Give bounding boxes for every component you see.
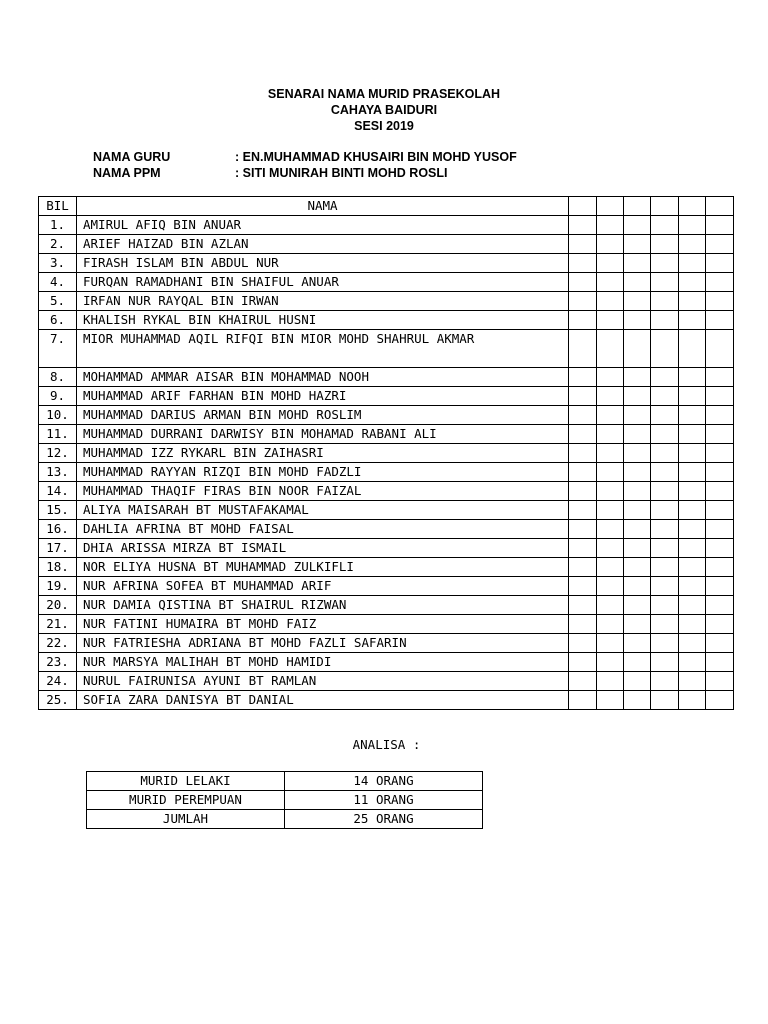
blank-cell: [651, 539, 679, 558]
blank-cell: [679, 368, 706, 387]
header-blank: [651, 197, 679, 216]
blank-cell: [706, 444, 734, 463]
table-row: [39, 539, 734, 558]
blank-cell: [651, 672, 679, 691]
blank-cell: [597, 406, 624, 425]
table-row: [39, 520, 734, 539]
blank-cell: [679, 482, 706, 501]
blank-cell: [624, 634, 651, 653]
blank-cell: [679, 463, 706, 482]
student-name: MUHAMMAD DURRANI DARWISY BIN MOHAMAD RABANI ALI: [77, 425, 569, 444]
blank-cell: [597, 235, 624, 254]
blank-cell: [597, 330, 624, 368]
blank-cell: [679, 406, 706, 425]
blank-cell: [706, 577, 734, 596]
blank-cell: [569, 273, 597, 292]
row-number: 1.: [39, 216, 77, 235]
student-name: NUR MARSYA MALIHAH BT MOHD HAMIDI: [77, 653, 569, 672]
blank-cell: [651, 406, 679, 425]
row-number: 3.: [39, 254, 77, 273]
blank-cell: [651, 254, 679, 273]
blank-cell: [706, 387, 734, 406]
analisa-row: [87, 791, 483, 810]
header-blank: [624, 197, 651, 216]
blank-cell: [569, 634, 597, 653]
row-number: 14.: [39, 482, 77, 501]
row-number: 13.: [39, 463, 77, 482]
table-row: [39, 577, 734, 596]
blank-cell: [679, 634, 706, 653]
table-row: [39, 596, 734, 615]
blank-cell: [679, 235, 706, 254]
analisa-value: 11 ORANG: [285, 791, 483, 810]
row-number: 18.: [39, 558, 77, 577]
blank-cell: [624, 311, 651, 330]
analisa-label: MURID PEREMPUAN: [87, 791, 285, 810]
row-number: 16.: [39, 520, 77, 539]
blank-cell: [706, 463, 734, 482]
student-name: SOFIA ZARA DANISYA BT DANIAL: [77, 691, 569, 710]
blank-cell: [624, 577, 651, 596]
row-number: 21.: [39, 615, 77, 634]
blank-cell: [624, 691, 651, 710]
blank-cell: [597, 596, 624, 615]
blank-cell: [569, 425, 597, 444]
blank-cell: [569, 235, 597, 254]
blank-cell: [651, 463, 679, 482]
blank-cell: [624, 501, 651, 520]
blank-cell: [624, 368, 651, 387]
blank-cell: [569, 444, 597, 463]
blank-cell: [651, 691, 679, 710]
row-number: 17.: [39, 539, 77, 558]
blank-cell: [569, 615, 597, 634]
row-number: 12.: [39, 444, 77, 463]
row-number: 15.: [39, 501, 77, 520]
blank-cell: [706, 311, 734, 330]
table-row: [39, 482, 734, 501]
blank-cell: [624, 672, 651, 691]
blank-cell: [597, 634, 624, 653]
blank-cell: [679, 387, 706, 406]
blank-cell: [679, 672, 706, 691]
student-name: NURUL FAIRUNISA AYUNI BT RAMLAN: [77, 672, 569, 691]
row-number: 8.: [39, 368, 77, 387]
table-row: [39, 634, 734, 653]
blank-cell: [597, 501, 624, 520]
table-row: [39, 672, 734, 691]
table-row: [39, 235, 734, 254]
student-name: IRFAN NUR RAYQAL BIN IRWAN: [77, 292, 569, 311]
header-blank: [597, 197, 624, 216]
row-number: 2.: [39, 235, 77, 254]
analisa-table: [86, 771, 483, 829]
student-name: NUR FATRIESHA ADRIANA BT MOHD FAZLI SAFARIN: [77, 634, 569, 653]
row-number: 23.: [39, 653, 77, 672]
blank-cell: [706, 691, 734, 710]
analisa-row: [87, 772, 483, 791]
student-name: NOR ELIYA HUSNA BT MUHAMMAD ZULKIFLI: [77, 558, 569, 577]
guru-value: : EN.MUHAMMAD KHUSAIRI BIN MOHD YUSOF: [235, 150, 517, 164]
analisa-row: [87, 810, 483, 829]
blank-cell: [597, 311, 624, 330]
row-number: 22.: [39, 634, 77, 653]
blank-cell: [569, 691, 597, 710]
blank-cell: [569, 406, 597, 425]
blank-cell: [569, 482, 597, 501]
blank-cell: [624, 330, 651, 368]
title-line-3: SESI 2019: [354, 119, 414, 133]
header-blank: [679, 197, 706, 216]
blank-cell: [569, 577, 597, 596]
student-name: MUHAMMAD RAYYAN RIZQI BIN MOHD FADZLI: [77, 463, 569, 482]
row-number: 6.: [39, 311, 77, 330]
blank-cell: [569, 520, 597, 539]
row-number: 20.: [39, 596, 77, 615]
blank-cell: [651, 577, 679, 596]
blank-cell: [569, 596, 597, 615]
blank-cell: [597, 558, 624, 577]
blank-cell: [624, 558, 651, 577]
guru-label: NAMA GURU: [93, 150, 171, 164]
student-name: MUHAMMAD THAQIF FIRAS BIN NOOR FAIZAL: [77, 482, 569, 501]
blank-cell: [624, 254, 651, 273]
ppm-value: : SITI MUNIRAH BINTI MOHD ROSLI: [235, 166, 448, 180]
blank-cell: [706, 292, 734, 311]
blank-cell: [624, 273, 651, 292]
blank-cell: [679, 292, 706, 311]
blank-cell: [624, 615, 651, 634]
blank-cell: [651, 444, 679, 463]
analisa-value: 14 ORANG: [285, 772, 483, 791]
table-row: [39, 615, 734, 634]
blank-cell: [706, 539, 734, 558]
blank-cell: [679, 330, 706, 368]
blank-cell: [597, 672, 624, 691]
blank-cell: [624, 596, 651, 615]
table-row: [39, 387, 734, 406]
blank-cell: [706, 634, 734, 653]
blank-cell: [679, 539, 706, 558]
blank-cell: [597, 444, 624, 463]
student-name: MUHAMMAD ARIF FARHAN BIN MOHD HAZRI: [77, 387, 569, 406]
blank-cell: [706, 501, 734, 520]
blank-cell: [679, 615, 706, 634]
blank-cell: [569, 368, 597, 387]
blank-cell: [706, 672, 734, 691]
blank-cell: [651, 653, 679, 672]
blank-cell: [651, 615, 679, 634]
blank-cell: [651, 273, 679, 292]
row-number: 5.: [39, 292, 77, 311]
table-row: [39, 273, 734, 292]
table-row: [39, 330, 734, 368]
blank-cell: [597, 463, 624, 482]
blank-cell: [597, 539, 624, 558]
header-bil: BIL: [39, 197, 77, 216]
blank-cell: [651, 368, 679, 387]
blank-cell: [624, 444, 651, 463]
blank-cell: [651, 520, 679, 539]
blank-cell: [679, 216, 706, 235]
analisa-value: 25 ORANG: [285, 810, 483, 829]
blank-cell: [706, 425, 734, 444]
blank-cell: [679, 520, 706, 539]
table-row: [39, 558, 734, 577]
title-line-2: CAHAYA BAIDURI: [330, 103, 438, 117]
blank-cell: [651, 216, 679, 235]
blank-cell: [624, 216, 651, 235]
student-name: MUHAMMAD IZZ RYKARL BIN ZAIHASRI: [77, 444, 569, 463]
blank-cell: [706, 653, 734, 672]
table-row: [39, 254, 734, 273]
table-row: [39, 368, 734, 387]
blank-cell: [706, 596, 734, 615]
blank-cell: [569, 672, 597, 691]
blank-cell: [679, 691, 706, 710]
blank-cell: [597, 292, 624, 311]
blank-cell: [597, 387, 624, 406]
document-title: [0, 86, 768, 134]
student-name: FURQAN RAMADHANI BIN SHAIFUL ANUAR: [77, 273, 569, 292]
row-number: 4.: [39, 273, 77, 292]
table-row: [39, 292, 734, 311]
table-row: [39, 406, 734, 425]
blank-cell: [624, 406, 651, 425]
blank-cell: [651, 330, 679, 368]
table-row: [39, 311, 734, 330]
blank-cell: [597, 691, 624, 710]
blank-cell: [597, 273, 624, 292]
table-header-row: [39, 197, 734, 216]
table-row: [39, 691, 734, 710]
student-name: MOHAMMAD AMMAR AISAR BIN MOHAMMAD NOOH: [77, 368, 569, 387]
blank-cell: [624, 387, 651, 406]
blank-cell: [569, 501, 597, 520]
blank-cell: [706, 368, 734, 387]
blank-cell: [679, 254, 706, 273]
blank-cell: [706, 558, 734, 577]
blank-cell: [624, 539, 651, 558]
blank-cell: [651, 425, 679, 444]
student-table: [38, 196, 734, 710]
row-number: 10.: [39, 406, 77, 425]
blank-cell: [624, 292, 651, 311]
blank-cell: [569, 254, 597, 273]
student-name: MUHAMMAD DARIUS ARMAN BIN MOHD ROSLIM: [77, 406, 569, 425]
blank-cell: [624, 463, 651, 482]
blank-cell: [651, 596, 679, 615]
row-number: 11.: [39, 425, 77, 444]
blank-cell: [597, 615, 624, 634]
row-number: 7.: [39, 330, 77, 368]
blank-cell: [624, 425, 651, 444]
blank-cell: [597, 577, 624, 596]
blank-cell: [679, 273, 706, 292]
blank-cell: [569, 539, 597, 558]
blank-cell: [569, 292, 597, 311]
student-name: FIRASH ISLAM BIN ABDUL NUR: [77, 254, 569, 273]
header-blank: [706, 197, 734, 216]
row-number: 9.: [39, 387, 77, 406]
student-name: NUR DAMIA QISTINA BT SHAIRUL RIZWAN: [77, 596, 569, 615]
blank-cell: [706, 273, 734, 292]
title-line-1: SENARAI NAMA MURID PRASEKOLAH: [267, 87, 501, 101]
blank-cell: [597, 216, 624, 235]
analisa-label: MURID LELAKI: [87, 772, 285, 791]
student-name: NUR AFRINA SOFEA BT MUHAMMAD ARIF: [77, 577, 569, 596]
analisa-label: JUMLAH: [87, 810, 285, 829]
student-name: ARIEF HAIZAD BIN AZLAN: [77, 235, 569, 254]
blank-cell: [597, 520, 624, 539]
table-row: [39, 444, 734, 463]
table-row: [39, 216, 734, 235]
blank-cell: [651, 387, 679, 406]
blank-cell: [569, 216, 597, 235]
row-number: 24.: [39, 672, 77, 691]
blank-cell: [624, 653, 651, 672]
blank-cell: [624, 235, 651, 254]
student-name: MIOR MUHAMMAD AQIL RIFQI BIN MIOR MOHD SHAHRUL AKMAR: [77, 330, 569, 368]
ppm-label: NAMA PPM: [93, 166, 161, 180]
blank-cell: [569, 653, 597, 672]
blank-cell: [651, 311, 679, 330]
blank-cell: [679, 444, 706, 463]
blank-cell: [569, 558, 597, 577]
blank-cell: [706, 254, 734, 273]
blank-cell: [651, 501, 679, 520]
table-row: [39, 501, 734, 520]
student-name: NUR FATINI HUMAIRA BT MOHD FAIZ: [77, 615, 569, 634]
blank-cell: [706, 520, 734, 539]
row-number: 19.: [39, 577, 77, 596]
blank-cell: [706, 482, 734, 501]
blank-cell: [597, 482, 624, 501]
table-row: [39, 425, 734, 444]
table-row: [39, 653, 734, 672]
blank-cell: [624, 482, 651, 501]
student-name: DAHLIA AFRINA BT MOHD FAISAL: [77, 520, 569, 539]
blank-cell: [651, 634, 679, 653]
student-name: KHALISH RYKAL BIN KHAIRUL HUSNI: [77, 311, 569, 330]
row-number: 25.: [39, 691, 77, 710]
blank-cell: [679, 596, 706, 615]
blank-cell: [706, 216, 734, 235]
blank-cell: [597, 368, 624, 387]
blank-cell: [679, 425, 706, 444]
blank-cell: [569, 311, 597, 330]
blank-cell: [597, 653, 624, 672]
blank-cell: [706, 406, 734, 425]
table-row: [39, 463, 734, 482]
blank-cell: [679, 311, 706, 330]
student-name: DHIA ARISSA MIRZA BT ISMAIL: [77, 539, 569, 558]
blank-cell: [706, 615, 734, 634]
blank-cell: [679, 558, 706, 577]
analisa-title: ANALISA :: [352, 737, 421, 752]
blank-cell: [569, 330, 597, 368]
blank-cell: [569, 463, 597, 482]
blank-cell: [651, 235, 679, 254]
blank-cell: [706, 235, 734, 254]
header-nama: NAMA: [77, 197, 569, 216]
blank-cell: [651, 558, 679, 577]
student-name: AMIRUL AFIQ BIN ANUAR: [77, 216, 569, 235]
blank-cell: [679, 577, 706, 596]
blank-cell: [651, 292, 679, 311]
student-name: ALIYA MAISARAH BT MUSTAFAKAMAL: [77, 501, 569, 520]
blank-cell: [597, 254, 624, 273]
blank-cell: [569, 387, 597, 406]
blank-cell: [679, 653, 706, 672]
header-blank: [569, 197, 597, 216]
blank-cell: [624, 520, 651, 539]
blank-cell: [651, 482, 679, 501]
blank-cell: [597, 425, 624, 444]
blank-cell: [679, 501, 706, 520]
blank-cell: [706, 330, 734, 368]
